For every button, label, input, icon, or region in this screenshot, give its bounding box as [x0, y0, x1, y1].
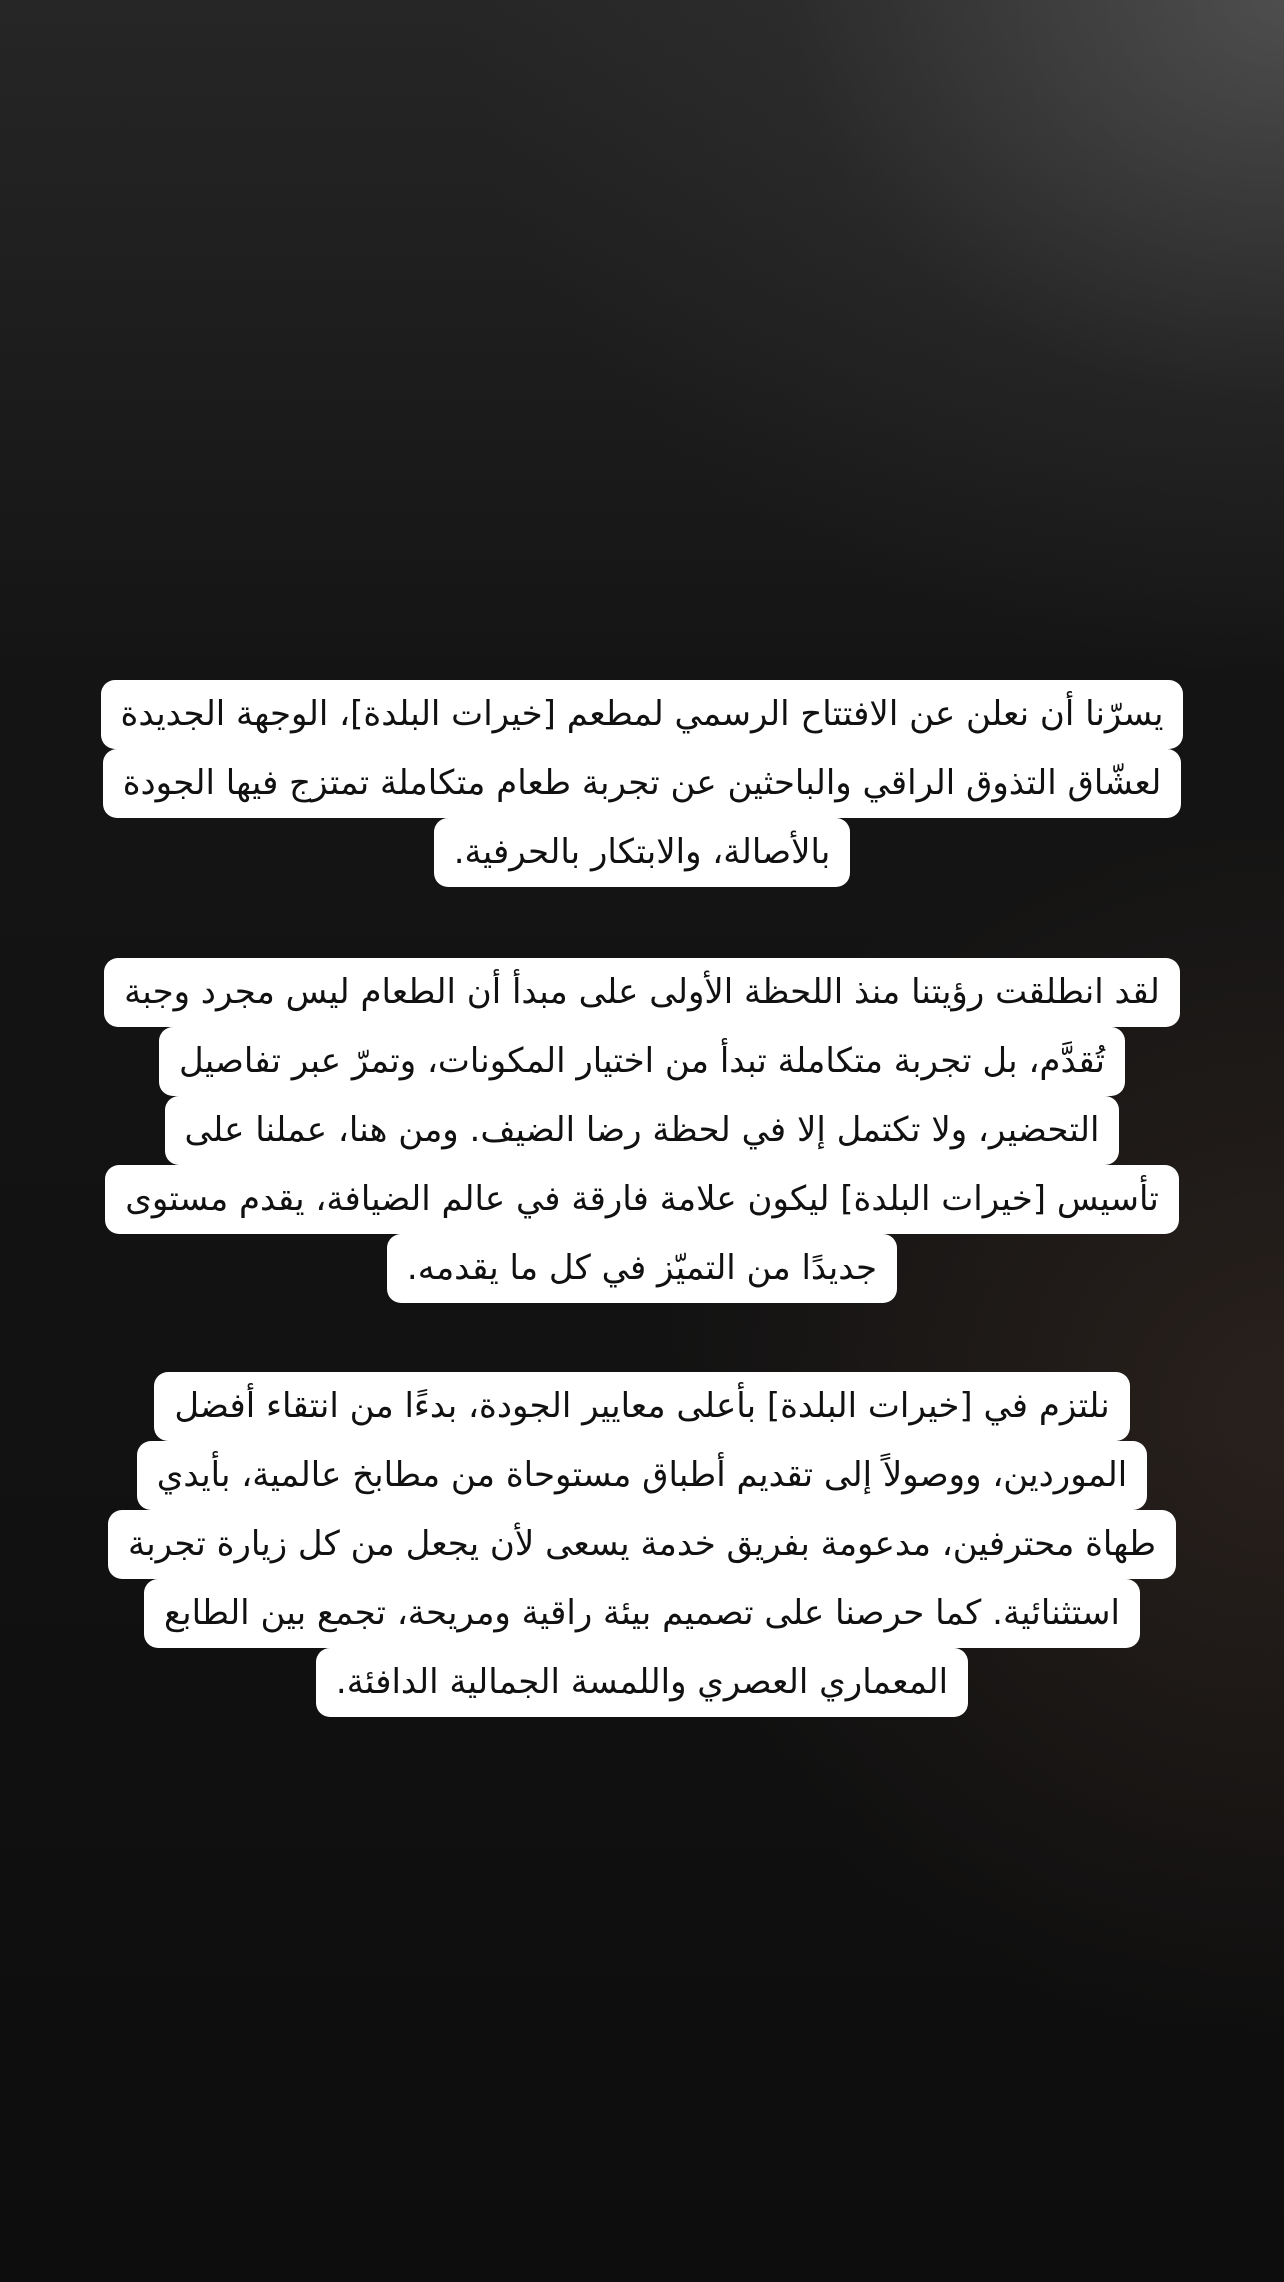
paragraph-vision	[0, 958, 1284, 1303]
text-line: لقد انطلقت رؤيتنا منذ اللحظة الأولى على مبدأ أن الطعام ليس مجرد وجبة	[0, 958, 1284, 1027]
text-line: التحضير، ولا تكتمل إلا في لحظة رضا الضيف. ومن هنا، عملنا على	[0, 1096, 1284, 1165]
text-line: بالأصالة، والابتكار بالحرفية.	[0, 818, 1284, 887]
text-line: المعماري العصري واللمسة الجمالية الدافئة.	[0, 1648, 1284, 1717]
text-line: الموردين، ووصولاً إلى تقديم أطباق مستوحاة من مطابخ عالمية، بأيدي	[0, 1441, 1284, 1510]
text-line: لعشّاق التذوق الراقي والباحثين عن تجربة طعام متكاملة تمتزج فيها الجودة	[0, 749, 1284, 818]
text-line: استثنائية. كما حرصنا على تصميم بيئة راقية ومريحة، تجمع بين الطابع	[0, 1579, 1284, 1648]
paragraph-opening-announcement	[0, 680, 1284, 887]
paragraph-commitment	[0, 1372, 1284, 1717]
text-line: جديدًا من التميّز في كل ما يقدمه.	[0, 1234, 1284, 1303]
text-line: طهاة محترفين، مدعومة بفريق خدمة يسعى لأن يجعل من كل زيارة تجربة	[0, 1510, 1284, 1579]
text-line: تأسيس [خيرات البلدة] ليكون علامة فارقة في عالم الضيافة، يقدم مستوى	[0, 1165, 1284, 1234]
text-line: نلتزم في [خيرات البلدة] بأعلى معايير الجودة، بدءًا من انتقاء أفضل	[0, 1372, 1284, 1441]
text-line: تُقدَّم، بل تجربة متكاملة تبدأ من اختيار المكونات، وتمرّ عبر تفاصيل	[0, 1027, 1284, 1096]
text-line: يسرّنا أن نعلن عن الافتتاح الرسمي لمطعم [خيرات البلدة]، الوجهة الجديدة	[0, 680, 1284, 749]
